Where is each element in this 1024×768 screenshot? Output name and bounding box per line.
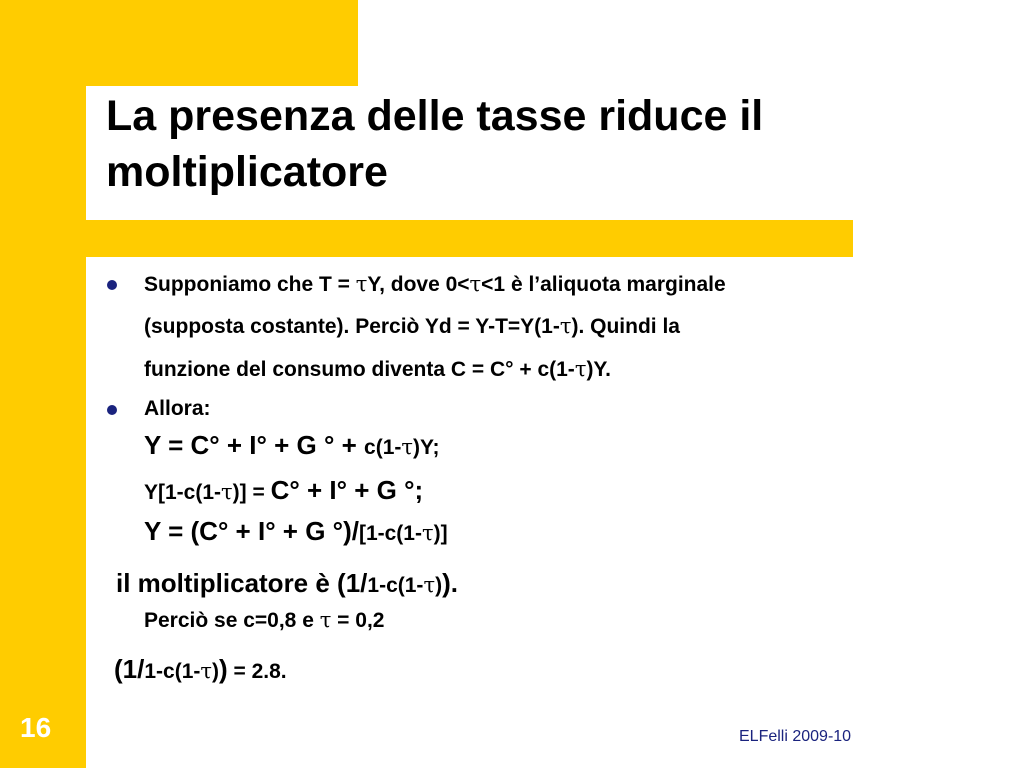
bullet1-line1: Supponiamo che T = τY, dove 0<τ<1 è l’aliquota marginale [144,272,726,296]
equation-1: Y = C° + I° + G ° + c(1-τ)Y; [144,430,440,460]
bullet-dot-2 [107,405,117,415]
bullet-dot-1 [107,280,117,290]
bullet1-line2: (supposta costante). Perciò Yd = Y-T=Y(1-τ). Quindi la [144,314,680,338]
title-line-2: moltiplicatore [106,148,388,196]
example-values-line: Perciò se c=0,8 e τ = 0,2 [144,608,385,632]
tau-symbol: τ [421,521,434,545]
equation-3: Y = (C° + I° + G °)/[1-c(1-τ)] [144,516,448,546]
bullet2-label: Allora: [144,397,211,420]
equation-2: Y[1-c(1-τ)] = C° + I° + G °; [144,475,424,505]
tau-symbol: τ [423,573,436,597]
tau-symbol: τ [574,357,587,381]
tau-symbol: τ [401,435,414,459]
tau-symbol: τ [355,272,368,296]
title-line-1: La presenza delle tasse riduce il [106,92,764,140]
tau-symbol: τ [559,314,572,338]
tau-symbol: τ [200,659,212,683]
multiplier-line: il moltiplicatore è (1/1-c(1-τ)). [116,568,458,598]
bullet1-line3: funzione del consumo diventa C = C° + c(1-τ)Y. [144,357,611,381]
tau-symbol: τ [319,608,332,632]
footer-text: ELFelli 2009-10 [739,728,852,745]
tau-symbol: τ [469,272,482,296]
result-line: (1/1-c(1-τ)) = 2.8. [114,654,287,684]
tau-symbol: τ [221,480,233,504]
page-number: 16 [20,712,52,743]
